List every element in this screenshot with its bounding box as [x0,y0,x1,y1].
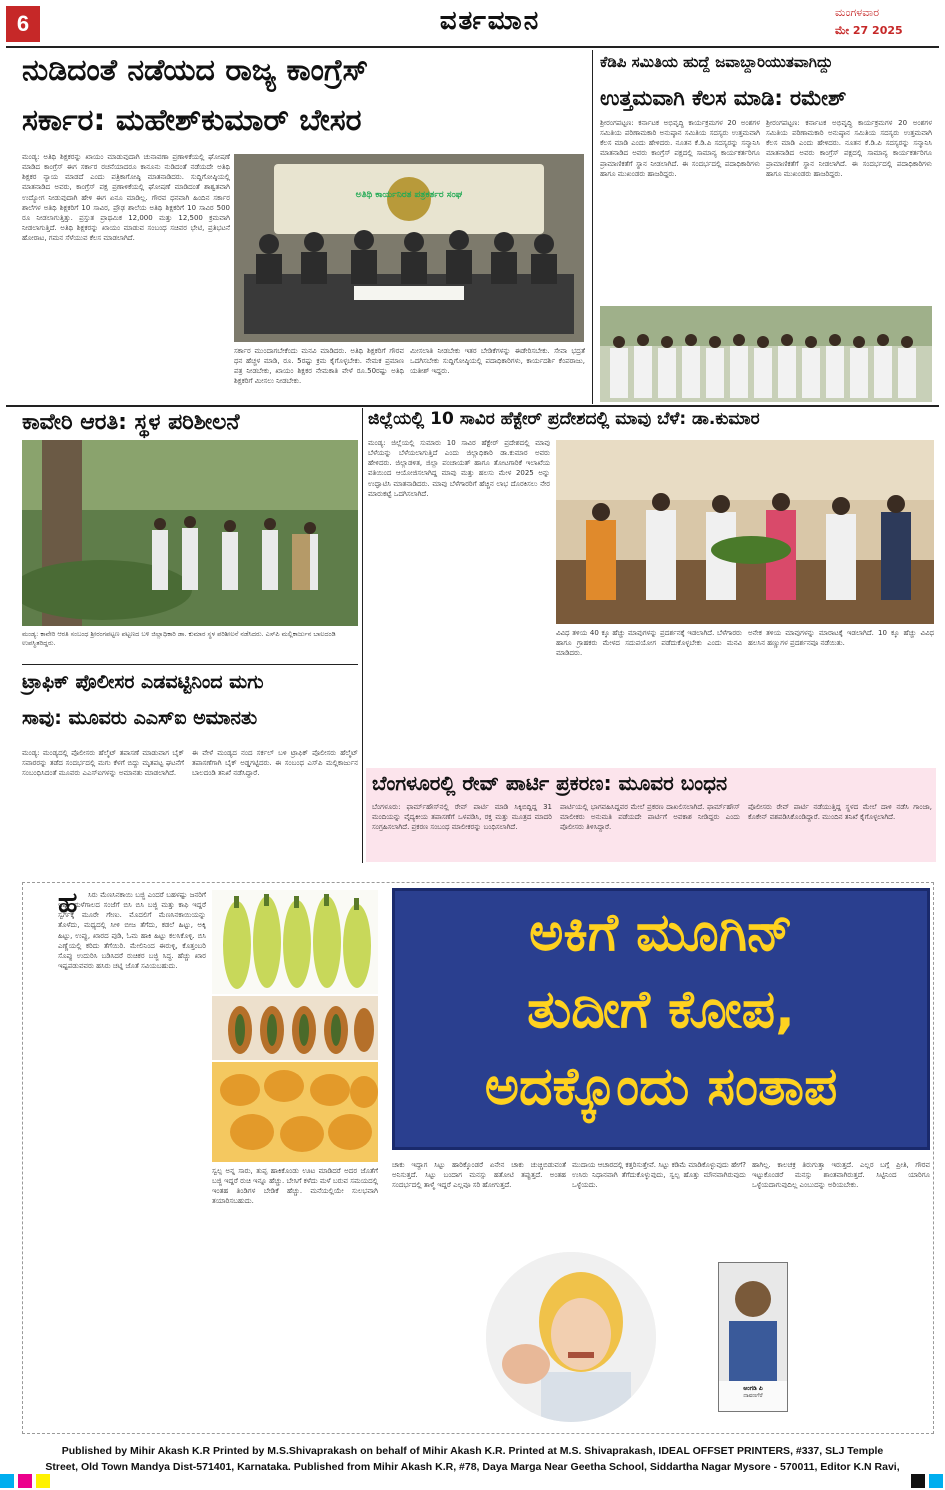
story6-body-col1: ಬೆಂಗಳೂರು: ಫಾರ್ಮ್‌ಹೌಸ್‌ನಲ್ಲಿ ರೇವ್ ಪಾರ್ಟಿ ಮಾಡಿ ಸಿಕ್ಕಿಬಿದ್ದಿದ್ದ 31 ಮಂದಿಯನ್ನು ವೈದ್ಯಕೀಯ ತಪಾಸಣೆಗೆ ಒಳಪಡಿಸಿ, ರಕ್ತ ಮತ್ತು ಮೂತ್ರದ ಮಾದರಿ ಸಂಗ್ರಹಿಸಲಾಗಿದೆ. ಪ್ರಕರಣ ಸಂಬಂಧ ಮಾಲೀಕರನ್ನು ಬಂಧಿಸಲಾಗಿದೆ. [372,803,552,832]
author-photo [719,1263,787,1381]
mango-mela-photo [556,440,934,624]
author-role: ದಾವಣಗೆರೆ [743,1393,763,1399]
story5-headline-line1: ಟ್ರಾಫಿಕ್ ಪೊಲೀಸರ ಎಡವಟ್ಟಿನಿಂದ ಮಗು [22,671,264,693]
story6-headline: ಬೆಂಗಳೂರಲ್ಲಿ ರೇವ್ ಪಾರ್ಟಿ ಪ್ರಕರಣ: ಮೂವರ ಬಂಧನ [372,771,728,795]
story7-body-col1: ಸಿರು ಮೆಣಸಿನಕಾಯಿ ಬಜ್ಜಿ ಎಂದರೆ ಬಹಳಷ್ಟು ಜನರಿಗೆ ಇಷ್ಟ. ಮಳೆಗಾಲದ ಸಂಜೆಗೆ ಬಿಸಿ ಬಿಸಿ ಬಜ್ಜಿ ಮತ್ತು ಕಾಫಿ ಇದ್ದರೆ ಸ್ವರ್ಗಕ್ಕೆ ಮೂರೇ ಗೇಣು. ಮೊದಲಿಗೆ ಮೆಣಸಿನಕಾಯಿಯನ್ನು ತೊಳೆದು, ಮಧ್ಯದಲ್ಲಿ ಸೀಳಿ ಬೀಜ ತೆಗೆದು, ಕಡಲೆ ಹಿಟ್ಟು, ಅಕ್ಕಿ ಹಿಟ್ಟು, ಉಪ್ಪು, ಖಾರದ ಪುಡಿ, ಓಮ ಹಾಕಿ ಹಿಟ್ಟು ಕಲಸಿಕೊಳ್ಳಿ. ಬಿಸಿ ಎಣ್ಣೆಯಲ್ಲಿ ಕರಿದು ತೆಗೆಯಿರಿ. ಮೇಲಿನಿಂದ ಈರುಳ್ಳಿ, ಕೊತ್ತಂಬರಿ ಸೊಪ್ಪು ಉದುರಿಸಿ ಬಡಿಸಿದರೆ ರುಚಿಕರ ಬಜ್ಜಿ ಸಿದ್ಧ. ಹೆಚ್ಚು ಖಾರ ಇಷ್ಟಪಡುವವರು ಹಸಿರು ಚಟ್ನಿ ಜೊತೆ ಸವಿಯಬಹುದು. [58,891,206,970]
masthead-date: ಮೇ 27 2025 [835,24,903,37]
green-chilli-photo [212,890,378,994]
story8-body-col2: ಮುದಾಯ ಆಚಾರದಲ್ಲಿ ಕತ್ತರಿಸುತ್ತೇವೆ. ಸಿಟ್ಟು ಕಡಿಮೆ ಮಾಡಿಕೊಳ್ಳುವುದು ಹೇಗೆ? ಉಸಿರು ನಿಧಾನವಾಗಿ ತೆಗೆದುಕೊಳ್ಳುವುದು, ಸ್ವಲ್ಪ ಹೊತ್ತು ಮೌನವಾಗಿರುವುದು ಒಳ್ಳೆಯದು. [572,1161,746,1190]
story3-photo [22,440,358,626]
masthead-day: ಮಂಗಳವಾರ [835,6,880,19]
story7-body-col2: ಸ್ವಲ್ಪ ಅನ್ನ ಸಾರು, ತುಪ್ಪ ಹಾಕಿಕೊಂಡು ಊಟ ಮಾಡಿದರೆ ಅದರ ಜೊತೆಗೆ ಬಜ್ಜಿ ಇದ್ದರೆ ರುಚಿ ಇನ್ನೂ ಹೆಚ್ಚು. ಬೇಸಿಗೆ ಕಳೆದು ಮಳೆ ಬರುವ ಸಮಯದಲ್ಲಿ ಇಂತಹ ತಿಂಡಿಗಳ ಬೇಡಿಕೆ ಹೆಚ್ಚು. ಮನೆಯಲ್ಲಿಯೇ ಸುಲಭವಾಗಿ ತಯಾರಿಸಬಹುದು. [212,1167,378,1206]
story1-body: ಮಂಡ್ಯ: ಅತಿಥಿ ಶಿಕ್ಷಕರನ್ನು ಖಾಯಂ ಮಾಡುವುದಾಗಿ ಚುನಾವಣಾ ಪ್ರಣಾಳಿಕೆಯಲ್ಲಿ ಘೋಷಣೆ ಮಾಡಿದ ಕಾಂಗ್ರೆಸ್ ಈಗ ಸರ್ಕಾರ ರಚನೆಯಾದರೂ ಕಾನೂನು ನುಡಿದಂತೆ ನಡೆಯದೇ ಅತಿಥಿ ಶಿಕ್ಷಕರ ನ್ಯಾಯ ಮಾಡದೆ ಎಂದು ಪತ್ರಿಕಾಗೋಷ್ಠಿ ಮಾತನಾಡಿದರು. ಸುದ್ದಿಗೋಷ್ಠಿಯಲ್ಲಿ ಮಾತನಾಡಿದ ಅವರು, ಕಾಂಗ್ರೆಸ್ ಪಕ್ಷ ಪ್ರಣಾಳಿಕೆಯಲ್ಲಿ ಘೋಷಣೆ ಮಾಡಿದಂತೆ ಶಾಶ್ವತವಾಗಿ ಉದ್ಯೋಗ ನೀಡುವುದಾಗಿ ಹೇಳಿ ಈಗ ಏನೂ ಮಾಡಿಲ್ಲ. ಗೌರವ ಧನವಾಗಿ ಹಿಂದಿನ ಸರ್ಕಾರ ಶಾಲೆಗಳ ಅತಿಥಿ ಶಿಕ್ಷಕರಿಗೆ 10 ಸಾವಿರ, ಪ್ರೌಢ ಶಾಲೆಯ ಅತಿಥಿ ಶಿಕ್ಷಕರಿಗೆ 10 ಸಾವಿರ 500 ರೂ ನೀಡಲಾಗುತ್ತಿತ್ತು. ಪ್ರಸ್ತುತ ಪ್ರಾಥಮಿಕ 12,000 ಮತ್ತು 12,500 ಕ್ರಮವಾಗಿ ನೀಡಲಾಗುತ್ತಿದೆ. ಅತಿಥಿ ಶಿಕ್ಷಕರನ್ನು ಖಾಯಂ ಮಾಡುವ ಸಂಬಂಧ ಸಚಿವರ ಭೇಟಿ, ಪ್ರತಿಭಟನೆ ಹೋರಾಟ, ಗಮನ ಸೆಳೆಯುವ ಕೆಲಸ ಮಾಡಲಾಗಿದೆ. [22,153,230,243]
masthead-rule [6,46,939,48]
site-inspection-photo [22,440,358,626]
section-rule [6,405,939,407]
banner-line-2: ತುದೀಗೆ ಕೋಪ, [527,980,795,1041]
story4-headline: ಜಿಲ್ಲೆಯಲ್ಲಿ 10 ಸಾವಿರ ಹೆಕ್ಟೇರ್ ಪ್ರದೇಶದಲ್ಲಿ ಮಾವು ಬೆಳೆ: ಡಾ.ಕುಮಾರ [368,409,760,429]
banner-line-3: ಅದಕ್ಕೊಂದು ಸಂತಾಪ [484,1057,838,1118]
masthead-title: ವರ್ತಮಾನ [439,6,541,36]
press-meet-banner: ಅತಿಥಿ ಕಾರ್ಯನಿರತ ಪತ್ರಕರ್ತರ ಸಂಘ [355,190,463,200]
story1-headline-line2: ಸರ್ಕಾರ: ಮಹೇಶ್‌ಕುಮಾರ್ ಬೇಸರ [22,103,362,138]
story4-body-col3: ಅನೇಕ ತಳಿಯ ಮಾವುಗಳನ್ನು ಮಾರಾಟಕ್ಕೆ ಇಡಲಾಗಿದೆ. 10 ಕ್ಕೂ ಹೆಚ್ಚು ವಿವಿಧ ಹಲಸಿನ ಹಣ್ಣುಗಳ ಪ್ರದರ್ಶನವೂ ನಡೆಯಿತು. [748,629,934,648]
title-banner [392,888,930,1150]
story2-group-photo [600,306,932,402]
angry-woman-photo [486,1252,656,1422]
story5-body-col2: ಈ ವೇಳೆ ಮಂಡ್ಯದ ನಂದ ಸರ್ಕಲ್ ಬಳಿ ಟ್ರಾಫಿಕ್ ಪೊಲೀಸರು ಹೆಲ್ಮೆಟ್ ತಪಾಸಣೆಗಾಗಿ ಬೈಕ್ ಅಡ್ಡಗಟ್ಟಿದರು. ಈ ಸಂಬಂಧ ಎಸ್‌ಪಿ ಮಲ್ಲಿಕಾರ್ಜುನ ಬಾಲದಂಡಿ ತನಿಖೆ ನಡೆಸಿದ್ದಾರೆ. [192,749,358,778]
story7-dropcap: ಹ [58,886,78,919]
print-mark-yellow [36,1474,50,1488]
bajji-image [212,1062,378,1162]
story8-body-col1: ಚಾಕು ಇದ್ದಾಗ ಸಿಟ್ಟು ಹಾರಿಕ್ಕೊಂಡರೆ ಏನೇನ ಚಾಕು ಚುಚ್ಚಿಬಿಡುವಂತೆ ಅನಿಸುತ್ತದೆ. ಸಿಟ್ಟು ಬಂದಾಗ ಮನಸ್ಸು ಹತೋಟಿ ತಪ್ಪುತ್ತದೆ. ಅಂತಹ ಸಂದರ್ಭದಲ್ಲಿ ತಾಳ್ಮೆ ಇದ್ದರೆ ಎಲ್ಲವೂ ಸರಿ ಹೋಗುತ್ತದೆ. [392,1161,566,1190]
banner-line-1: ಅಕಿಗೆ ಮೂಗಿನ್ [529,903,793,963]
print-mark-cyan [0,1474,14,1488]
press-meet-photo [234,154,584,342]
column-divider [592,50,593,404]
story6-body-col3: ಪೊಲೀಸರು ರೇವ್ ಪಾರ್ಟಿ ನಡೆಯುತ್ತಿದ್ದ ಸ್ಥಳದ ಮೇಲೆ ದಾಳಿ ನಡೆಸಿ ಗಾಂಜಾ, ಕೊಕೇನ್ ವಶಪಡಿಸಿಕೊಂಡಿದ್ದಾರೆ. ಮುಂದಿನ ತನಿಖೆ ಕೈಗೊಳ್ಳಲಾಗಿದೆ. [748,803,932,822]
story1-body-col3: ಮೀಸಲಾತಿ ನೀಡಬೇಕು ಇತರ ಬೇಡಿಕೆಗಳನ್ನು ಈಡೇರಿಸಬೇಕು. ಸೇವಾ ಭದ್ರತೆ ಒದಗಿಸಬೇಕು ಸುದ್ದಿಗೋಷ್ಠಿಯಲ್ಲಿ ಪದಾಧಿಕಾರಿಗಳು, ಕಾರ್ಯದರ್ಶಿ ಕೆಂಪರಾಜು, ಯತೀಶ್ ಇದ್ದರು. [410,347,585,376]
author-name: ಅಂಗಡಿ ಪಿ [743,1385,763,1392]
story6-body-col2: ಪಾರ್ಟಿಯಲ್ಲಿ ಭಾಗವಹಿಸಿದ್ದವರ ಮೇಲೆ ಪ್ರಕರಣ ದಾಖಲಿಸಲಾಗಿದೆ. ಫಾರ್ಮ್‌ಹೌಸ್ ಮಾಲೀಕರು ಅನುಮತಿ ಪಡೆಯದೇ ಪಾರ್ಟಿಗೆ ಅವಕಾಶ ನೀಡಿದ್ದರು ಎಂದು ಪೊಲೀಸರು ತಿಳಿಸಿದ್ದಾರೆ. [560,803,740,832]
story5-body-col1: ಮಂಡ್ಯ: ಮಂಡ್ಯದಲ್ಲಿ ಪೊಲೀಸರು ಹೆಲ್ಮೆಟ್ ತಪಾಸಣೆ ಮಾಡುವಾಗ ಬೈಕ್ ಸವಾರರನ್ನು ತಡೆದ ಸಂದರ್ಭದಲ್ಲಿ ಮಗು ಕೆಳಗೆ ಬಿದ್ದು ಮೃತಪಟ್ಟ ಘಟನೆಗೆ ಸಂಬಂಧಿಸಿದಂತೆ ಮೂವರು ಎಎಸ್‌ಐಗಳನ್ನು ಅಮಾನತು ಮಾಡಲಾಗಿದೆ. [22,749,184,778]
page-number: 6 [6,6,40,42]
print-mark-cyan-right [929,1474,943,1488]
imprint-line-2: Street, Old Town Mandya Dist-571401, Karnataka. Published from Mihir Akash K.R, #78, Daya Marga Near Geetha School, Siddartha Nagar Mysore - 570011, Editor K.N Ravi, [45,1460,900,1473]
story5-rule [22,664,358,665]
author-box [718,1262,788,1412]
story1-headline-line1: ನುಡಿದಂತೆ ನಡೆಯದ ರಾಜ್ಯ ಕಾಂಗ್ರೆಸ್ [22,53,369,88]
story4-photo [556,440,934,624]
story2-body-col2: ಶ್ರೀರಂಗಪಟ್ಟಣ: ಕರ್ನಾಟಕ ಅಭಿವೃದ್ಧಿ ಕಾರ್ಯಕ್ರಮಗಳ 20 ಅಂಶಗಳ ಸಮಿತಿಯ ಪರಿಣಾಮಕಾರಿ ಅನುಷ್ಠಾನ ಸಮಿತಿಯ ಸದಸ್ಯರು ಉತ್ತಮವಾಗಿ ಕೆಲಸ ಮಾಡಿ ಎಂದು ಹೇಳಿದರು. ನೂತನ ಕೆ.ಡಿ.ಪಿ ಸದಸ್ಯರನ್ನು ಸನ್ಮಾನಿಸಿ ಮಾತನಾಡಿದ ಅವರು ಕಾಂಗ್ರೆಸ್ ಪಕ್ಷದಲ್ಲಿ ಸಾಮಾನ್ಯ ಕಾರ್ಯಕರ್ತರಿಗೂ ಪ್ರಾಮಾಣಿಕತೆಗೆ ಸ್ಥಾನ ನೀಡಲಾಗಿದೆ. ಈ ಸಂದರ್ಭದಲ್ಲಿ ಪದಾಧಿಕಾರಿಗಳು ಹಾಗೂ ಮುಖಂಡರು ಹಾಜರಿದ್ದರು. [766,119,932,178]
print-mark-black [911,1474,925,1488]
story8-body-col3: ಹಾಗಿಲ್ಲ. ಕಾಲಚಕ್ರ ತಿರುಗುತ್ತಾ ಇರುತ್ತದೆ. ಎಲ್ಲರ ಬಗ್ಗೆ ಪ್ರೀತಿ, ಗೌರವ ಇಟ್ಟುಕೊಂಡರೆ ಮನಸ್ಸು ಶಾಂತವಾಗಿರುತ್ತದೆ. ಸಿಟ್ಟಿನಿಂದ ಯಾರಿಗೂ ಒಳ್ಳೆಯದಾಗುವುದಿಲ್ಲ ಎಂಬುದನ್ನು ಅರಿಯಬೇಕು. [752,1161,930,1190]
story4-body-col2: ವಿವಿಧ ತಳಿಯ 40 ಕ್ಕೂ ಹೆಚ್ಚು ಮಾವುಗಳನ್ನು ಪ್ರದರ್ಶನಕ್ಕೆ ಇಡಲಾಗಿದೆ. ಬೆಳೆಗಾರರು ಹಾಗೂ ಗ್ರಾಹಕರು ಮೇಳದ ಸದುಪಯೋಗ ಪಡೆದುಕೊಳ್ಳಬೇಕು ಎಂದು ಮನವಿ ಮಾಡಿದರು. [556,629,742,658]
print-mark-magenta [18,1474,32,1488]
stuffed-chilli-photo [212,996,378,1060]
story2-headline-line1: ಕೆಡಿಪಿ ಸಮಿತಿಯ ಹುದ್ದೆ ಜವಾಬ್ದಾರಿಯುತವಾಗಿದ್ದು [600,53,833,71]
imprint-line-1: Published by Mihir Akash K.R Printed by M.S.Shivaprakash on behalf of Mihir Akash K.R. Printed at M.S. Shivaprakash, IDEAL OFFSET PRINTERS, #337, SLJ Temple [61,1445,884,1457]
story2-headline-line2: ಉತ್ತಮವಾಗಿ ಕೆಲಸ ಮಾಡಿ: ರಮೇಶ್ [600,86,847,110]
bajji-photo [212,1062,378,1162]
group-photo-image [600,306,932,402]
story1-body-col2: ಸರ್ಕಾರ ಮುಂದಾಗಬೇಕೆಂದು ಮನವಿ ಮಾಡಿದರು. ಅತಿಥಿ ಶಿಕ್ಷಕರಿಗೆ ಗೌರವ ಧನ ಹೆಚ್ಚಳ ಮಾಡಿ, ರೂ. 5ರಷ್ಟು ಕ್ರಮ ಕೈಗೊಳ್ಳಬೇಕು. ನೇಮಕ ಪ್ರಮಾಣ ಪತ್ರ ನೀಡಬೇಕು, ಖಾಯಂ ಶಿಕ್ಷಕರ ನೇಮಕಾತಿ ವೇಳೆ ರೂ.50ರಷ್ಟು ಅತಿಥಿ ಶಿಕ್ಷಕರಿಗೆ ಮೀಸಲು ನೀಡಬೇಕು. [234,347,404,386]
story2-body-col1: ಶ್ರೀರಂಗಪಟ್ಟಣ: ಕರ್ನಾಟಕ ಅಭಿವೃದ್ಧಿ ಕಾರ್ಯಕ್ರಮಗಳ 20 ಅಂಶಗಳ ಸಮಿತಿಯ ಪರಿಣಾಮಕಾರಿ ಅನುಷ್ಠಾನ ಸಮಿತಿಯ ಸದಸ್ಯರು ಉತ್ತಮವಾಗಿ ಕೆಲಸ ಮಾಡಿ ಎಂದು ಹೇಳಿದರು. ನೂತನ ಕೆ.ಡಿ.ಪಿ ಸದಸ್ಯರನ್ನು ಸನ್ಮಾನಿಸಿ ಮಾತನಾಡಿದ ಅವರು ಕಾಂಗ್ರೆಸ್ ಪಕ್ಷದಲ್ಲಿ ಸಾಮಾನ್ಯ ಕಾರ್ಯಕರ್ತರಿಗೂ ಪ್ರಾಮಾಣಿಕತೆಗೆ ಸ್ಥಾನ ನೀಡಲಾಗಿದೆ. ಈ ಸಂದರ್ಭದಲ್ಲಿ ಪದಾಧಿಕಾರಿಗಳು ಹಾಗೂ ಮುಖಂಡರು ಹಾಜರಿದ್ದರು. [600,119,760,178]
story4-body-col1: ಮಂಡ್ಯ: ಜಿಲ್ಲೆಯಲ್ಲಿ ಸುಮಾರು 10 ಸಾವಿರ ಹೆಕ್ಟೇರ್ ಪ್ರದೇಶದಲ್ಲಿ ಮಾವು ಬೆಳೆಯನ್ನು ಬೆಳೆಯಲಾಗುತ್ತಿದೆ ಎಂದು ಜಿಲ್ಲಾಧಿಕಾರಿ ಡಾ.ಕುಮಾರ ಅವರು ಹೇಳಿದರು. ಜಿಲ್ಲಾಡಳಿತ, ಜಿಲ್ಲಾ ಪಂಚಾಯತ್ ಹಾಗೂ ತೋಟಗಾರಿಕೆ ಇಲಾಖೆಯ ವತಿಯಿಂದ ಆಯೋಜಿಸಲಾಗಿದ್ದ ಮಾವು ಮತ್ತು ಹಲಸು ಮೇಳ 2025 ಅನ್ನು ಉದ್ಘಾಟಿಸಿ ಮಾತನಾಡಿದರು. ಮಾವು ಬೆಳೆಗಾರರಿಗೆ ಹೆಚ್ಚಿನ ಲಾಭ ದೊರಕಿಸಲು ನೇರ ಮಾರುಕಟ್ಟೆ ಒದಗಿಸಲಾಗಿದೆ. [368,439,550,498]
column-divider-mid [362,408,363,863]
story1-photo [234,154,584,342]
story5-headline-line2: ಸಾವು: ಮೂವರು ಎಎಸ್‌ಐ ಅಮಾನತು [22,707,258,729]
stuffed-chilli-image [212,996,378,1060]
angry-woman-image [486,1252,656,1422]
story3-headline: ಕಾವೇರಿ ಆರತಿ: ಸ್ಥಳ ಪರಿಶೀಲನೆ [22,410,240,435]
story3-caption: ಮಂಡ್ಯ: ಕಾವೇರಿ ಆರತಿ ಸಂಬಂಧ ಶ್ರೀರಂಗಪಟ್ಟಣ ಪಟ್ಟಣದ ಬಳಿ ಜಿಲ್ಲಾಧಿಕಾರಿ ಡಾ. ಕುಮಾರ ಸ್ಥಳ ಪರಿಶೀಲನೆ ನಡೆಸಿದರು. ಎಸ್‌ಪಿ ಮಲ್ಲಿಕಾರ್ಜುನ ಬಾಲದಂಡಿ ಉಪಸ್ಥಿತರಿದ್ದರು. [22,630,336,648]
green-chilli-image [212,890,378,994]
imprint-footer [20,1444,925,1476]
